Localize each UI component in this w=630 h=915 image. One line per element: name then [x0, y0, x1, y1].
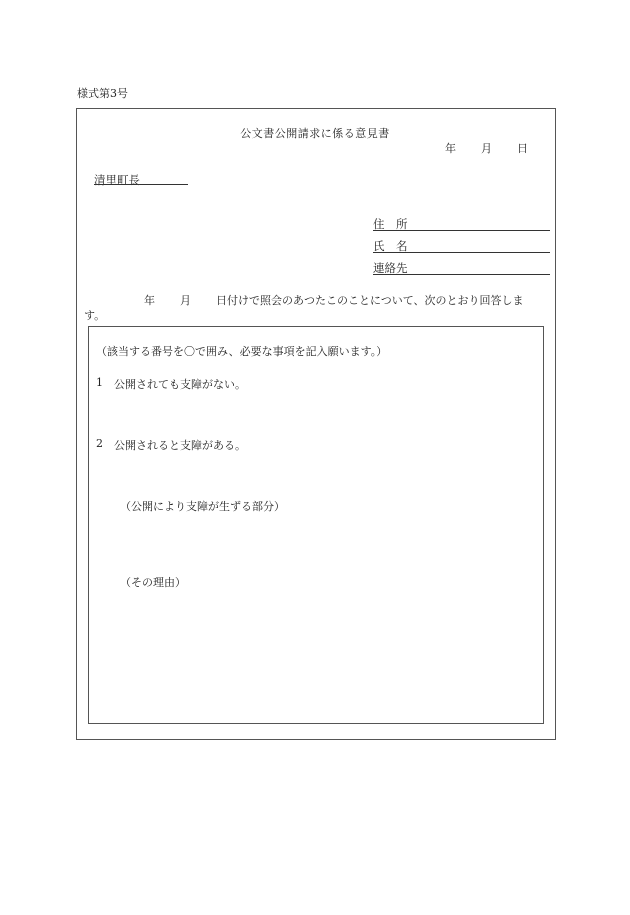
contact-label: 連絡先	[373, 261, 408, 275]
option-2-number[interactable]: 2	[96, 437, 103, 450]
addressee	[94, 172, 140, 188]
addressee-underline	[94, 184, 188, 185]
option-1-text: 公開されても支障がない。	[114, 378, 246, 391]
option-1-number[interactable]: 1	[96, 376, 103, 389]
date-day-label: 日	[517, 142, 528, 155]
affected-part-field[interactable]	[120, 515, 530, 565]
body-text-line2: す。	[84, 309, 106, 322]
address-label: 住 所	[373, 217, 408, 231]
date-month-label: 月	[481, 142, 492, 155]
response-instruction: （該当する番号を〇で囲み、必要な事項を記入願います。）	[96, 345, 388, 358]
name-field[interactable]	[373, 252, 550, 253]
body-month-label: 月	[180, 294, 191, 307]
contact-field[interactable]	[373, 274, 550, 275]
form-title: 公文書公開請求に係る意見書	[240, 127, 390, 140]
option-2-text: 公開されると支障がある。	[114, 439, 246, 452]
body-text-line1: 日付けで照会のあつたこのことについて、次のとおり回答しま	[216, 294, 524, 307]
form-number: 様式第3号	[77, 87, 128, 100]
body-year-label: 年	[144, 294, 155, 307]
addressee-name: 清里町長	[94, 173, 140, 187]
name-label: 氏 名	[373, 239, 408, 253]
date-year-label: 年	[445, 142, 456, 155]
address-field[interactable]	[373, 230, 550, 231]
affected-part-label: （公開により支障が生ずる部分）	[120, 500, 285, 513]
reason-label: （その理由）	[120, 576, 186, 589]
reason-field[interactable]	[120, 591, 530, 711]
